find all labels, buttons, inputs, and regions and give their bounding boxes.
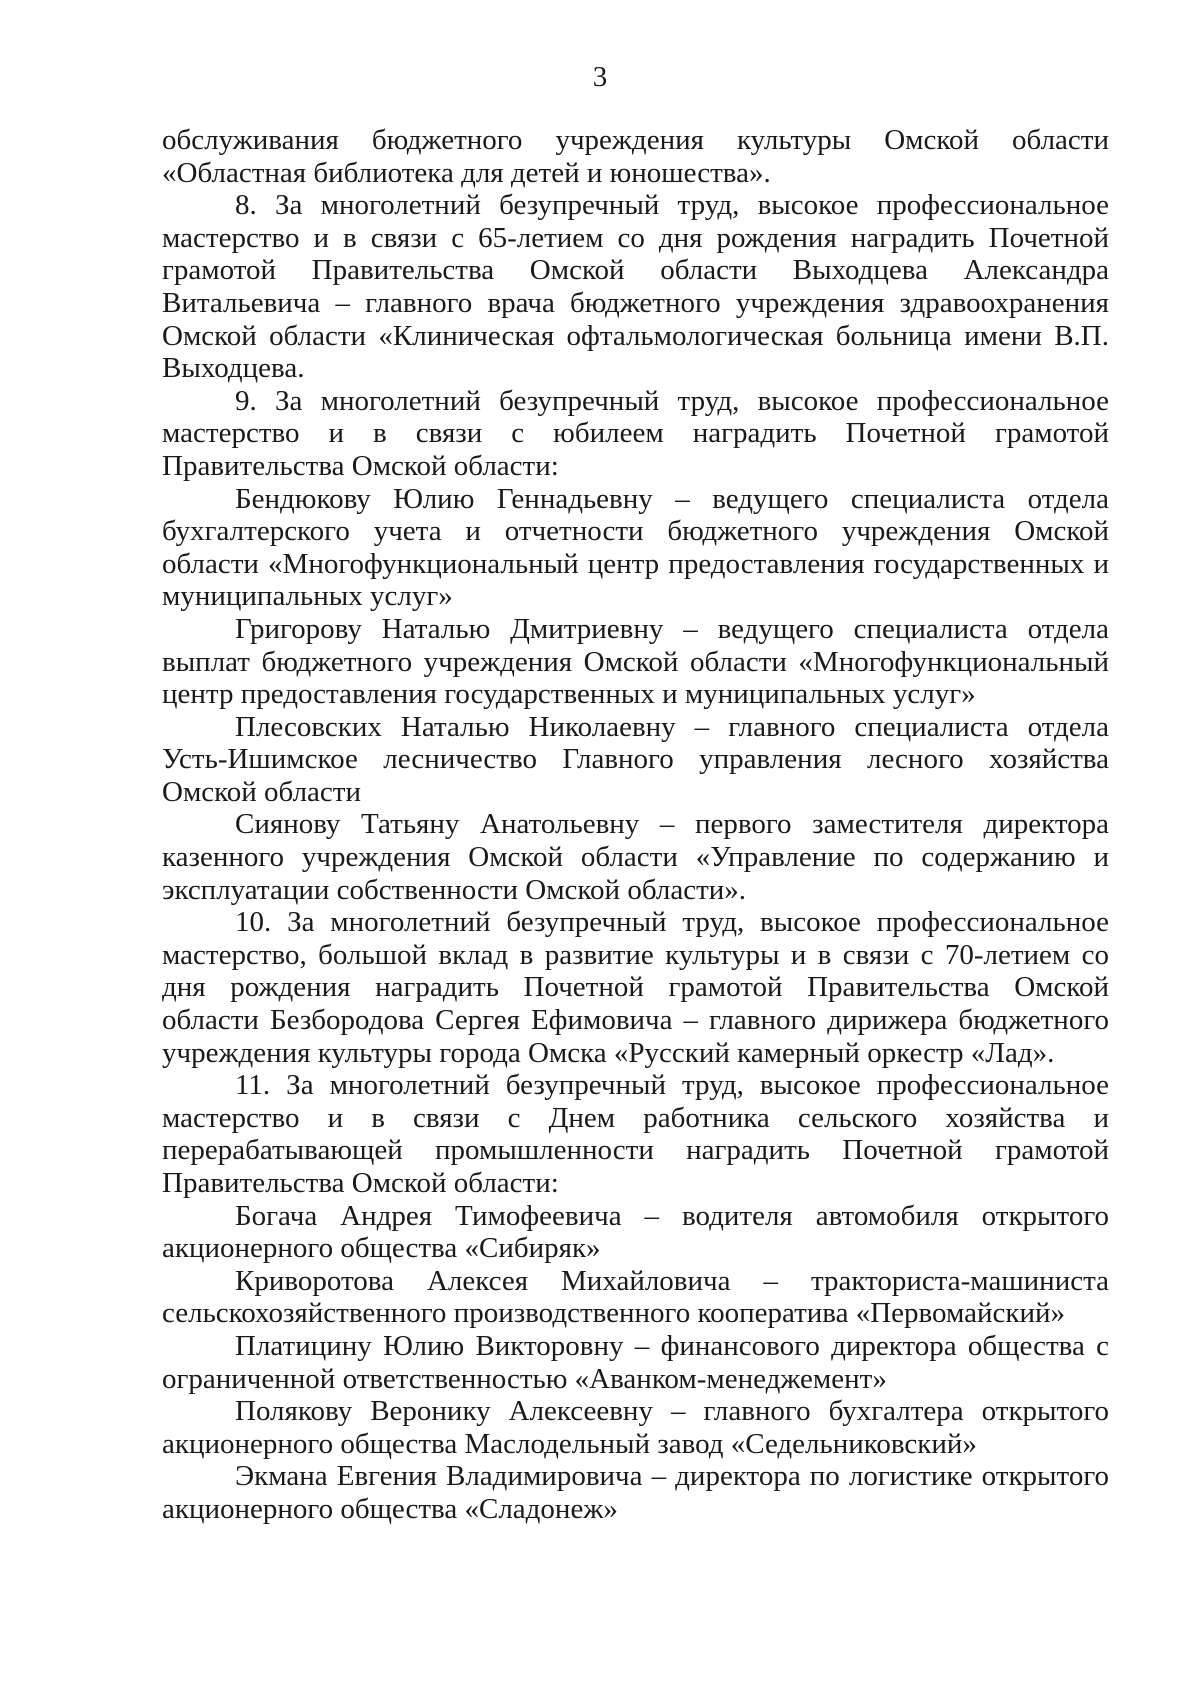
paragraph-item-10: 10. За многолетний безупречный труд, высокое профессиональное мастерство, большой вклад в развитие культуры и в связи с 70-летием со дня рождения наградить Почетной грамотой Правительства Омской области Безбородова Сергея Ефимовича – главного дирижера бюджетного учреждения культуры города Омска «Русский камерный оркестр «Лад». [162, 906, 1109, 1069]
paragraph-item-8: 8. За многолетний безупречный труд, высокое профессиональное мастерство и в связи с 65-летием со дня рождения наградить Почетной грамотой Правительства Омской области Выходцева Александра Витальевича – главного врача бюджетного учреждения здравоохранения Омской области «Клиническая офтальмологическая больница имени В.П. Выходцева. [162, 189, 1109, 385]
awardee-plesovskikh: Плесовских Наталью Николаевну – главного специалиста отдела Усть-Ишимское лесничество Главного управления лесного хозяйства Омской области [162, 710, 1109, 808]
awardee-platitsina: Платицину Юлию Викторовну – финансового директора общества с ограниченной ответственностью «Аванком-менеджемент» [162, 1329, 1109, 1395]
awardee-bendyukova: Бендюкову Юлию Геннадьевну – ведущего специалиста отдела бухгалтерского учета и отчетности бюджетного учреждения Омской области «Многофункциональный центр предоставления государственных и муниципальных услуг» [162, 482, 1109, 613]
awardee-ekman: Экмана Евгения Владимировича – директора по логистике открытого акционерного общества «Сладонеж» [162, 1460, 1109, 1525]
document-body [162, 124, 1109, 1526]
awardee-polyakova: Полякову Веронику Алексеевну – главного бухгалтера открытого акционерного общества Маслодельный завод «Седельниковский» [162, 1395, 1109, 1460]
paragraph-continuation: обслуживания бюджетного учреждения культуры Омской области «Областная библиотека для детей и юношества». [162, 124, 1109, 189]
awardee-krivorotov: Криворотова Алексея Михайловича – тракториста-машиниста сельскохозяйственного производственного кооператива «Первомайский» [162, 1264, 1109, 1330]
awardee-grigorova: Григорову Наталью Дмитриевну – ведущего специалиста отдела выплат бюджетного учреждения Омской области «Многофункциональный центр предоставления государственных и муниципальных услуг» [162, 612, 1109, 711]
awardee-siyanova: Сиянову Татьяну Анатольевну – первого заместителя директора казенного учреждения Омской области «Управление по содержанию и эксплуатации собственности Омской области». [162, 808, 1109, 906]
page-number: 3 [592, 61, 608, 93]
paragraph-item-11: 11. За многолетний безупречный труд, высокое профессиональное мастерство и в связи с Днем работника сельского хозяйства и перерабатывающей промышленности наградить Почетной грамотой Правительства Омской области: [162, 1069, 1109, 1199]
awardee-bogach: Богача Андрея Тимофеевича – водителя автомобиля открытого акционерного общества «Сибиряк» [162, 1199, 1109, 1265]
paragraph-item-9: 9. За многолетний безупречный труд, высокое профессиональное мастерство и в связи с юбилеем наградить Почетной грамотой Правительства Омской области: [162, 384, 1109, 482]
